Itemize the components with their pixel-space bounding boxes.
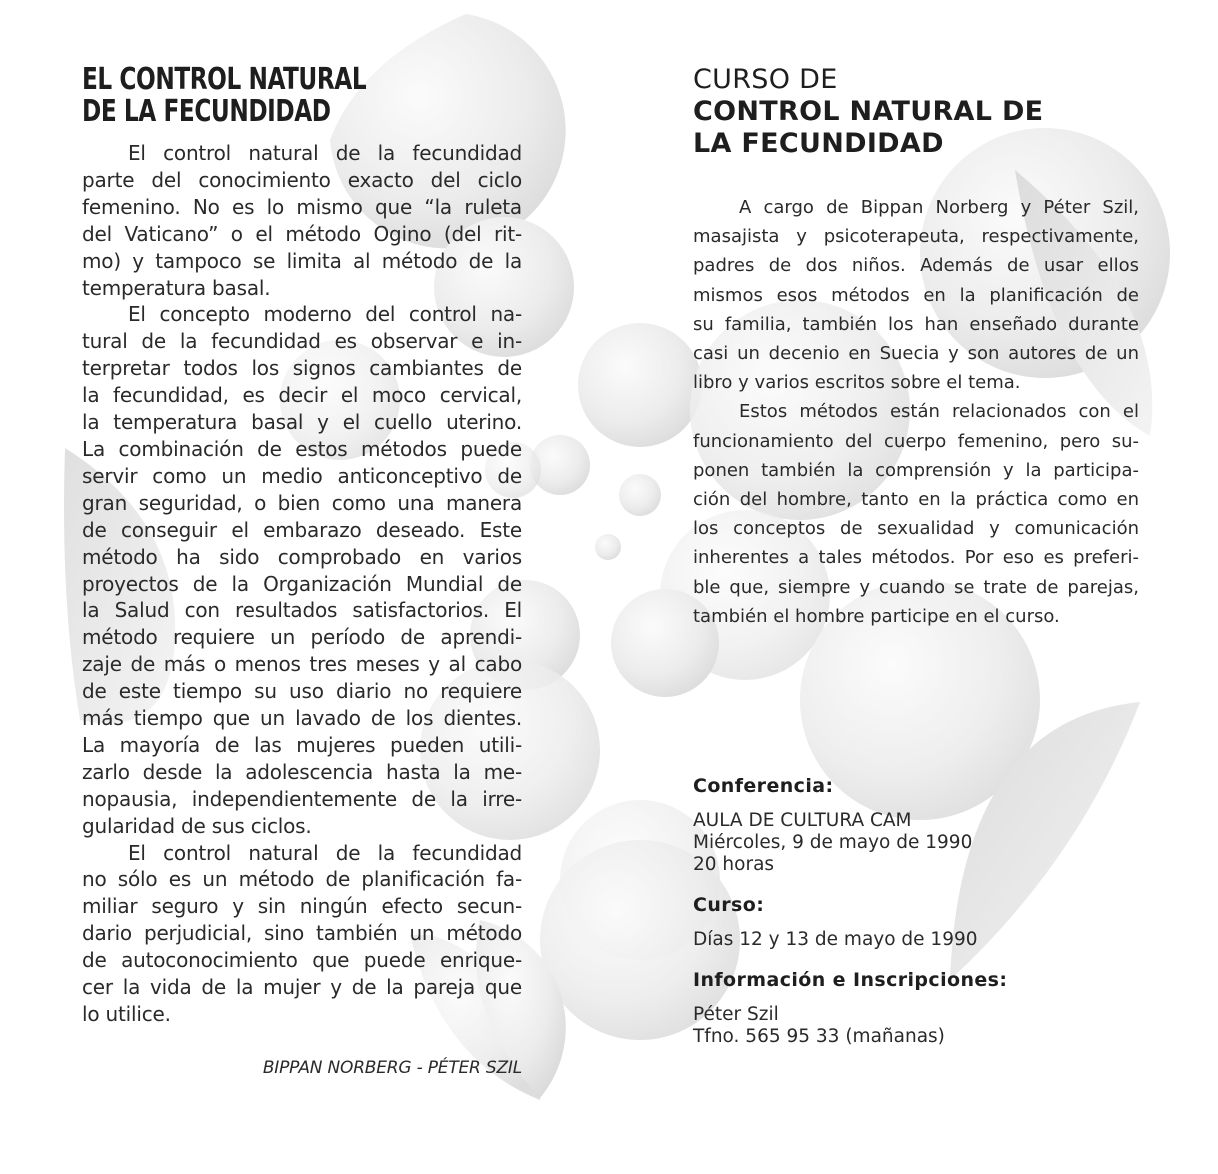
text-line: los conceptos de sexualidad y comunicación — [693, 518, 1139, 540]
text-line: masajista y psicoterapeuta, respectivamente, — [693, 226, 1139, 248]
text-line: ción del hombre, tanto en la práctica como en — [693, 489, 1139, 511]
text-line: cer la vida de la mujer y de la pareja que — [82, 975, 522, 1000]
text-line: proyectos de la Organización Mundial de — [82, 571, 522, 596]
right-body-text — [693, 193, 1139, 631]
course-dates: Días 12 y 13 de mayo de 1990 — [693, 929, 978, 950]
text-line: dario perjudicial, sino también un método — [82, 921, 522, 946]
course-heading: Curso: — [693, 894, 765, 916]
text-line: ponen también la comprensión y la participa- — [693, 459, 1139, 481]
left-title — [82, 64, 529, 128]
text-line: parte del conocimiento exacto del ciclo — [82, 167, 522, 192]
text-line: El concepto moderno del control na- — [128, 302, 522, 327]
text-line: gran seguridad, o bien como una manera — [82, 490, 522, 515]
text-line: la Salud con resultados satisfactorios. El — [82, 598, 522, 623]
conference-date: Miércoles, 9 de mayo de 1990 — [693, 832, 973, 853]
text-line: inherentes a tales métodos. Por eso es preferi- — [693, 547, 1139, 569]
text-line: ble que, siempre y cuando se trate de parejas, — [693, 576, 1139, 598]
registration-heading: Información e Inscripciones: — [693, 969, 1008, 991]
text-line: padres de dos niños. Además de usar ellos — [693, 255, 1139, 277]
left-body-text — [82, 140, 522, 1028]
conference-section — [693, 775, 1113, 876]
text-line: A cargo de Bippan Norberg y Péter Szil, — [739, 197, 1139, 218]
text-line: funcionamiento del cuerpo femenino, pero su- — [693, 430, 1139, 452]
left-panel — [82, 64, 522, 1078]
text-line: La combinación de estos métodos puede — [82, 436, 522, 461]
contact-name: Péter Szil — [693, 1004, 779, 1025]
contact-phone: Tfno. 565 95 33 (mañanas) — [693, 1026, 945, 1047]
text-line: terpretar todos los signos cambiantes de — [82, 356, 522, 381]
text-line: El control natural de la fecundidad — [128, 141, 522, 165]
text-line: tural de la fecundidad es observar e in- — [82, 329, 522, 354]
text-line: casi un decenio en Suecia y son autores de un — [693, 343, 1139, 365]
conference-venue: AULA DE CULTURA CAM — [693, 810, 912, 831]
event-info — [693, 775, 1113, 1066]
course-title-line: LA FECUNDIDAD — [693, 128, 944, 159]
text-line: Estos métodos están relacionados con el — [739, 401, 1139, 423]
conference-time: 20 horas — [693, 854, 775, 875]
text-line: más tiempo que un lavado de los dientes. — [82, 706, 522, 731]
text-line: no sólo es un método de planificación fa- — [82, 867, 522, 892]
text-line: mismos esos métodos en la planificación de — [693, 284, 1139, 306]
conference-heading: Conferencia: — [693, 775, 834, 797]
sphere-shape — [595, 534, 621, 560]
text-line: su familia, también los han enseñado durante — [693, 313, 1139, 335]
text-line: lo utilice. — [82, 1002, 171, 1026]
text-line: del Vaticano” o el método Ogino (del rit- — [82, 221, 522, 246]
text-line: también el hombre participe en el curso. — [693, 605, 1060, 627]
text-line: femenino. No es lo mismo que “la ruleta — [82, 194, 522, 219]
text-line: gularidad de sus ciclos. — [82, 813, 312, 838]
course-title-line: CONTROL NATURAL DE — [693, 96, 1044, 127]
course-title-prefix: CURSO DE — [693, 64, 838, 95]
text-line: método ha sido comprobado en varios — [82, 544, 522, 569]
text-line: servir como un medio anticonceptivo de — [82, 463, 522, 488]
sphere-shape — [619, 474, 661, 516]
text-line: zaje de más o menos tres meses y al cabo — [82, 652, 522, 677]
sphere-shape — [578, 323, 702, 447]
text-line: nopausia, independientemente de la irre- — [82, 786, 522, 811]
left-title-line: EL CONTROL NATURAL — [82, 62, 367, 97]
signature: BIPPAN NORBERG - PÉTER SZIL — [262, 1057, 522, 1078]
text-line: zarlo desde la adolescencia hasta la me- — [82, 759, 522, 784]
right-panel — [693, 64, 1139, 631]
course-title — [693, 96, 1139, 160]
text-line: la temperatura basal y el cuello uterino. — [82, 410, 522, 435]
text-line: de autoconocimiento que puede enrique- — [82, 948, 522, 973]
text-line: de conseguir el embarazo deseado. Este — [82, 517, 522, 542]
text-line: la fecundidad, es decir el moco cervical, — [82, 383, 522, 408]
text-line: libro y varios escritos sobre el tema. — [693, 372, 1021, 394]
text-line: miliar seguro y sin ningún efecto secun- — [82, 894, 522, 919]
text-line: temperatura basal. — [82, 275, 271, 300]
text-line: La mayoría de las mujeres pueden utili- — [82, 732, 522, 757]
text-line: de este tiempo su uso diario no requiere — [82, 679, 522, 704]
registration-section — [693, 969, 1113, 1048]
text-line: método requiere un período de aprendi- — [82, 625, 522, 650]
text-line: mo) y tampoco se limita al método de la — [82, 248, 522, 273]
course-section — [693, 894, 1113, 951]
left-title-line: DE LA FECUNDIDAD — [82, 94, 331, 129]
text-line: El control natural de la fecundidad — [128, 840, 522, 865]
